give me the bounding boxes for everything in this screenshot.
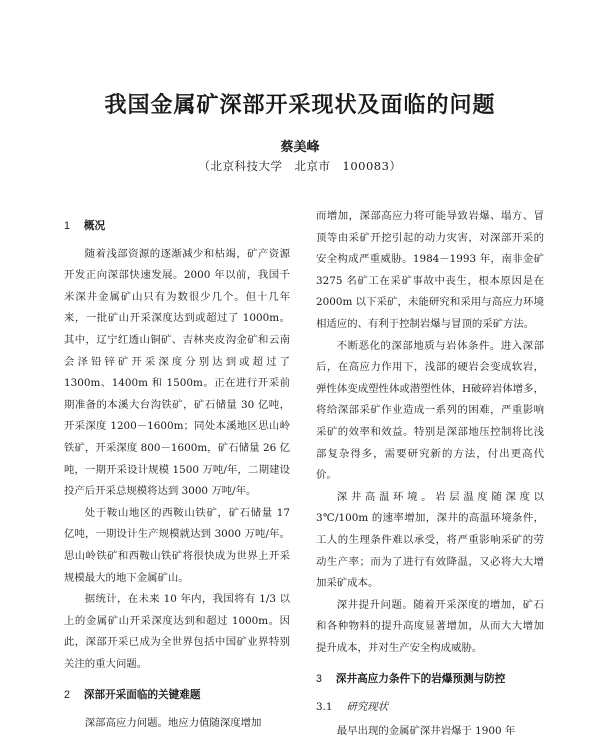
section-title: 深部开采面临的关键难题 bbox=[83, 689, 201, 702]
section-3-heading bbox=[316, 669, 544, 691]
section-number: 3 bbox=[316, 673, 322, 686]
right-column bbox=[316, 206, 544, 742]
paragraph: 最早出现的金属矿深井岩爆于 1900 年 bbox=[336, 724, 516, 737]
paragraph: 深部高应力问题。地应力值随深度增加 bbox=[84, 717, 262, 730]
paragraph: 深井高温环境。岩层温度随深度以 3℃/100m 的速率增加，深井的高温环境条件，工人的生理条件难以承受，将严重影响采矿的劳动生产率；而为了进行有效降温，又必将大大增加采矿成本。 bbox=[316, 490, 544, 590]
paper-title: 我国金属矿深部开采现状及面临的问题 bbox=[104, 92, 496, 118]
left-column bbox=[64, 212, 290, 735]
paragraph: 而增加，深部高应力将可能导致岩爆、塌方、冒顶等由采矿开挖引起的动力灾害，对深部开采的安全构成严重威胁。1984－1993 年，南非金矿 3275 名矿工在采矿事故中丧生，根本原因是在 2000m 以下采矿，未能研究和采用与高应力环境相适应的、有利于控制岩爆与冒顶的采矿方法。 bbox=[316, 210, 544, 330]
paragraph: 据统计，在未来 10 年内，我国将有 1/3 以上的金属矿山开采深度达到和超过 1000m。因此，深部开采已成为全世界包括中国矿业界特别关注的重大问题。 bbox=[64, 593, 290, 670]
section-number: 1 bbox=[64, 220, 70, 232]
paragraph: 随着浅部资源的逐渐减少和枯竭，矿产资源开发正向深部快速发展。2000 年以前，我国千米深井金属矿山只有为数很少几个。但十几年来，一批矿山开采深度达到或超过了 1000m。其中，辽宁红透山铜矿、吉林夹皮沟金矿和云南会泽铅锌矿开采深度分别达到或超过了 1300m、1400m 和 1500m。正在进行开采前期准备的本溪大台沟铁矿，矿石储量 30 亿吨，开采深度 1200－1600m；同处本溪地区思山岭铁矿，开采深度 800－1600m，矿石储量 26 亿吨，一期开采设计规模 1500 万吨/年，二期建设投产后开采总规模将达到 3000 万吨/年。 bbox=[64, 247, 290, 498]
section-1-heading bbox=[64, 216, 290, 238]
section-number: 2 bbox=[64, 689, 70, 702]
section-title: 深井高应力条件下的岩爆预测与防控 bbox=[335, 673, 506, 686]
section-title: 概况 bbox=[83, 220, 106, 232]
author-name: 蔡美峰 bbox=[280, 140, 320, 155]
paragraph: 不断恶化的深部地质与岩体条件。进入深部后，在高应力作用下，浅部的硬岩会变成软岩，弹性体变成塑性体或潜塑性体，H破碎岩体增多，将给深部采矿作业造成一系列的困难，严重影响采矿的效率和效益。特别是深部地压控制将比浅部复杂得多，需要研究新的方法，付出更高代价。 bbox=[316, 339, 544, 482]
paragraph: 处于鞍山地区的西鞍山铁矿，矿石储量 17 亿吨，一期设计生产规模就达到 3000 万吨/年。思山岭铁矿和西鞍山铁矿将很快成为世界上开采规模最大的地下金属矿山。 bbox=[64, 506, 290, 584]
author-affiliation: （北京科技大学 北京市 100083） bbox=[198, 159, 402, 173]
subsection-title: 研究现状 bbox=[346, 701, 389, 714]
section-2-heading bbox=[64, 685, 290, 707]
paragraph: 深井提升问题。随着开采深度的增加，矿石和各种物料的提升高度显著增加，从而大大增加提升成本，并对生产安全构成威胁。 bbox=[316, 598, 544, 654]
subsection-3-1-heading bbox=[316, 697, 544, 719]
subsection-number: 3.1 bbox=[316, 701, 333, 714]
